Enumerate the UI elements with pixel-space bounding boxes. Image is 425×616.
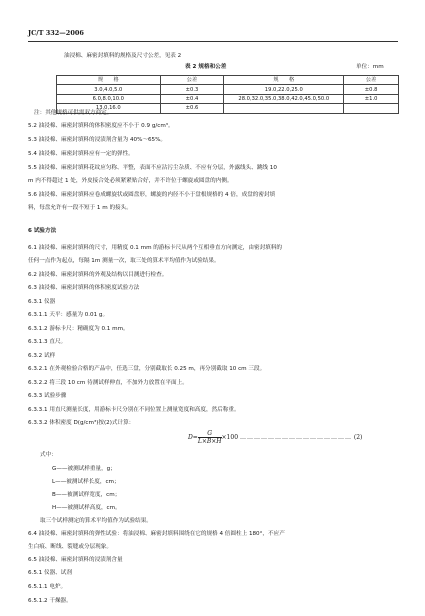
table-cell <box>224 104 344 113</box>
table-header-cell: 规 格 <box>57 76 161 85</box>
clause-6-3-1-2: 6.3.1.2 游标卡尺：精确度为 0.1 mm。 <box>28 326 129 332</box>
formula-fraction <box>198 430 222 445</box>
clause-6-3-1-1: 6.3.1.1 天平：感量为 0.01 g。 <box>28 312 109 318</box>
clause-5-6-line2: 料，每盘允许有一段不短于 1 m 的接头。 <box>28 205 132 211</box>
clause-5-3: 5.3 油浸棉、麻密封填料的浸渍剂含量为 40%～65%。 <box>28 137 167 143</box>
table-row <box>57 94 399 103</box>
clause-6-3-3-2: 6.3.3.2 体积密度 D(g/cm³)按(2)式计算： <box>28 420 135 426</box>
where-item: L——被测试样长度，cm； <box>52 479 120 485</box>
table-header-cell: 公差 <box>160 76 224 85</box>
clause-6-1-line1: 6.1 油浸棉、麻密封填料的尺寸，用精度 0.1 mm 的游标卡尺从两个互相垂直方向测定，由密封填料的 <box>28 245 282 251</box>
clause-6-4-line1: 6.4 油浸棉、麻密封填料的弹性试验：将油浸棉、麻密封填料围绕在它的规格 4 倍圆柱上 180°，不应产 <box>28 531 285 537</box>
where-item: B——被测试样宽度，cm； <box>52 492 121 498</box>
clause-6-3-2-2: 6.3.2.2 将三段 10 cm 待测试样伸直，不加外力放置在平面上。 <box>28 380 188 386</box>
table-header-cell: 公差 <box>344 76 399 85</box>
table-cell: 28.0,32.0,35.0,38.0,42.0,45.0,50.0 <box>224 94 344 103</box>
table-caption: 表 2 规格和公差 <box>185 64 227 70</box>
clause-6-3-3-1: 6.3.3.1 用直尺测量长度，用游标卡尺分别在不同位置上测量宽度和高度，然后称重。 <box>28 407 240 413</box>
table-cell: ±1.0 <box>344 94 399 103</box>
table-cell: ±0.3 <box>160 85 224 94</box>
table-header-row <box>57 76 399 85</box>
clause-5-6-line1: 5.6 油浸棉、麻密封填料应卷成螺旋状或圆盘形，螺旋的内径不小于盘根规格的 4 倍，成盘的密封填 <box>28 192 276 198</box>
clause-6-4-line2: 生白痕、断线、裂缝或分层现象。 <box>28 544 112 550</box>
clause-6-3-2-1: 6.3.2.1 在外观检验合格的产品中，任选三盘，分别截取长 0.25 m，再分别截取 10 cm 三段。 <box>28 366 266 372</box>
table-cell: 3.0,4.0,5.0 <box>57 85 161 94</box>
clause-5-5-line1: 5.5 油浸棉、麻密封填料花纹应匀称、平整，表面不应沾污尘杂质、不应有分层，外露线头、跳线 10 <box>28 165 277 171</box>
where-item: G——被测试样重量，g； <box>52 466 116 472</box>
clause-6-5-1-1: 6.5.1.1 电炉。 <box>28 584 67 590</box>
table-cell: 13.0,16.0 <box>57 104 161 113</box>
clause-5-4: 5.4 油浸棉、麻密封填料应有一定的弹性。 <box>28 151 134 157</box>
density-formula <box>188 430 362 445</box>
section-6-heading: 6 试验方法 <box>28 228 57 234</box>
where-intro: 式中： <box>40 452 57 458</box>
formula-factor: ×100 <box>221 434 239 441</box>
clause-6-3-1-3: 6.3.1.3 直尺。 <box>28 339 67 345</box>
standard-code-header: JC/T 332—2006 <box>28 29 84 37</box>
formula-denominator: L×B×H <box>197 438 222 445</box>
table-unit: 单位：mm <box>356 64 384 70</box>
table-cell: ±0.6 <box>160 104 224 113</box>
table-cell: 6.0,8.0,10.0 <box>57 94 161 103</box>
formula-leader: ………………………………………… <box>239 434 352 441</box>
table-header-cell: 规 格 <box>224 76 344 85</box>
clause-6-3-2: 6.3.2 试样 <box>28 353 56 359</box>
header-rule <box>28 41 398 42</box>
table-cell: 19.0,22.0,25.0 <box>224 85 344 94</box>
formula-lhs: D= <box>188 434 198 441</box>
clause-6-3: 6.3 油浸棉、麻密封填料的体积密度试验方法 <box>28 285 140 291</box>
table-note: 注：其他规格可供需双方商定。 <box>34 110 113 116</box>
formula-numerator: G <box>198 430 222 438</box>
table-row <box>57 85 399 94</box>
clause-6-3-3: 6.3.3 试验步骤 <box>28 393 67 399</box>
formula-number: (2) <box>353 434 363 441</box>
spec-table <box>56 75 399 114</box>
clause-6-5-1-2: 6.5.1.2 干燥器。 <box>28 598 72 604</box>
intro-text: 油浸棉、麻密封填料的规格及尺寸公差，见表 2 <box>64 53 182 59</box>
clause-6-3-1: 6.3.1 仪器 <box>28 299 56 305</box>
clause-6-2: 6.2 油浸棉、麻密封填料的外观及结构以目测进行检查。 <box>28 272 168 278</box>
clause-6-1-line2: 任何一点作为起点，每隔 1m 测量一次，取三处的算术平均值作为试验结果。 <box>28 258 220 264</box>
table-cell <box>344 104 399 113</box>
table-cell: ±0.8 <box>344 85 399 94</box>
clause-5-5-line2: m 内不得超过 1 处，外皮接合处必须紧紧贴合好，并不许位于螺旋或圆盘的内侧。 <box>28 178 233 184</box>
where-item: H——被测试样高度，cm。 <box>52 505 121 511</box>
clause-5-2: 5.2 油浸棉、麻密封填料的体积密度应不小于 0.9 g/cm³。 <box>28 123 174 129</box>
table-cell: ±0.4 <box>160 94 224 103</box>
result-statement: 取三个试样测定的算术平均值作为试验结果。 <box>40 518 152 524</box>
clause-6-5-1: 6.5.1 仪器、试剂 <box>28 570 72 576</box>
clause-6-5: 6.5 油浸棉、麻密封填料的浸渍剂含量 <box>28 557 123 563</box>
